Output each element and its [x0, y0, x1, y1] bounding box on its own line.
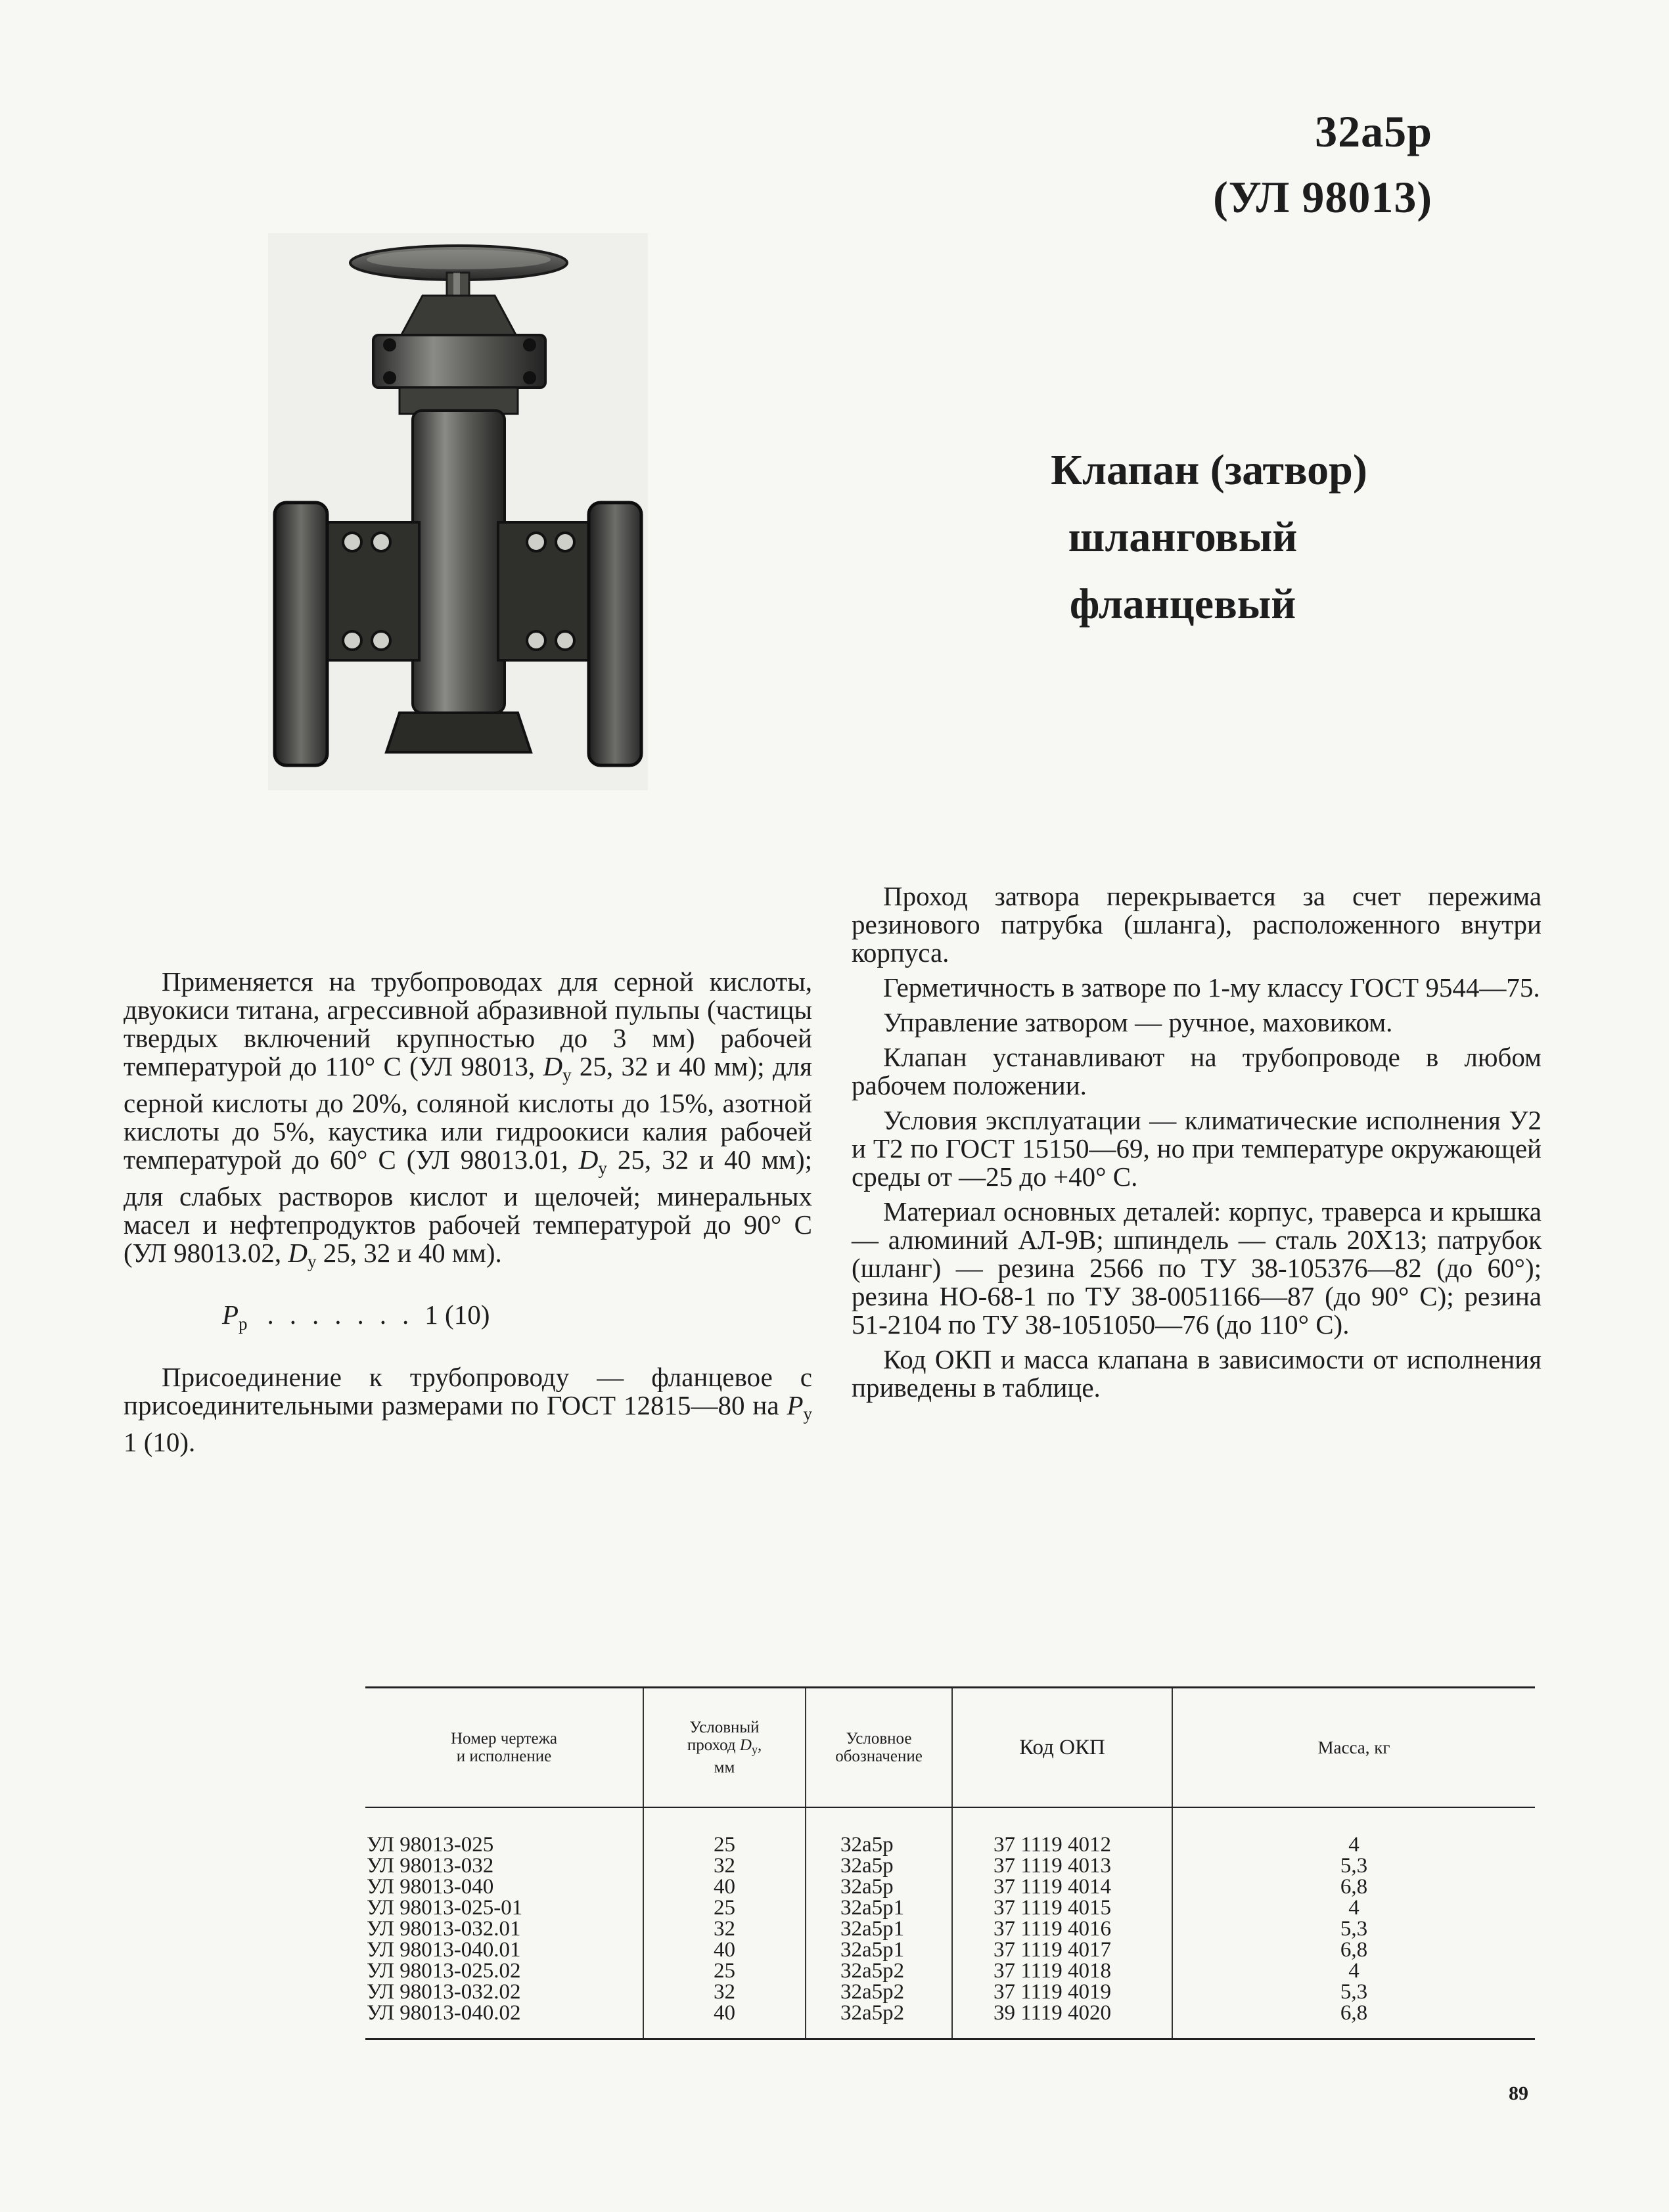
header-nominal-bore-comma: ,	[757, 1736, 762, 1754]
gate-valve-icon	[268, 233, 648, 790]
application-text-1: Применяется на трубопроводах для серной кислоты, двуокиси титана, агрессивной абразивной пульпы (частицы твердых включений крупностью до 3 мм) рабочей температурой до 110° С (УЛ 98013,	[124, 966, 812, 1081]
table-row	[365, 1918, 1535, 1939]
dn-subscript: у	[307, 1252, 317, 1271]
table-row	[365, 1876, 1535, 1897]
connection-text-2: 1 (10).	[124, 1427, 196, 1457]
product-title	[933, 437, 1432, 638]
cell-drawing-number: УЛ 98013-025-01	[367, 1896, 523, 1920]
header-nominal-bore-l1: Условный	[689, 1719, 760, 1736]
cell-nominal-bore: 25	[643, 1960, 806, 1981]
header-okp-code: Код ОКП	[952, 1688, 1172, 1808]
paragraph-okp-note: Код ОКП и масса клапана в зависимости от исполнения приведены в таблице.	[852, 1344, 1542, 1403]
header-mass: Масса, кг	[1172, 1688, 1535, 1808]
cell-okp-code: 37 1119 4016	[952, 1918, 1172, 1939]
header-designation	[806, 1688, 952, 1808]
cell-drawing-number: УЛ 98013-032.02	[367, 1980, 521, 2004]
header-nominal-bore-unit: мм	[714, 1759, 735, 1776]
cell-mass: 4	[1172, 1807, 1535, 1855]
cell-mass: 5,3	[1172, 1855, 1535, 1876]
cell-designation: 32а5р1	[806, 1897, 952, 1918]
cell-nominal-bore: 32	[643, 1918, 806, 1939]
cell-nominal-bore: 25	[643, 1807, 806, 1855]
cell-mass: 5,3	[1172, 1981, 1535, 2002]
pressure-symbol: P	[222, 1299, 239, 1330]
header-designation-l2: обозначение	[835, 1748, 923, 1765]
table-row	[365, 1855, 1535, 1876]
cell-mass: 6,8	[1172, 1876, 1535, 1897]
cell-drawing-number: УЛ 98013-040.02	[365, 2002, 643, 2039]
paragraph-installation: Клапан устанавливают на трубопроводе в любом рабочем положении.	[852, 1042, 1542, 1100]
paragraph-application	[124, 968, 812, 1276]
paragraph-connection	[124, 1363, 812, 1456]
header-drawing-number-l2: и исполнение	[456, 1748, 552, 1765]
cell-okp-code: 37 1119 4018	[952, 1960, 1172, 1981]
dn-symbol: D	[288, 1238, 308, 1268]
table-row	[365, 1981, 1535, 2002]
cell-okp-code: 39 1119 4020	[952, 2002, 1172, 2039]
cell-nominal-bore: 32	[643, 1981, 806, 2002]
cell-nominal-bore: 40	[643, 2002, 806, 2039]
connection-text-1: Присоединение к трубопроводу — фланцевое с присоединительными размерами по ГОСТ 12815—80 на	[124, 1362, 812, 1420]
cell-drawing-number: УЛ 98013-040.01	[367, 1938, 521, 1962]
application-text-4: 25, 32 и 40 мм).	[316, 1238, 502, 1268]
dn-symbol: D	[578, 1144, 599, 1175]
cell-okp-code: 37 1119 4012	[952, 1807, 1172, 1855]
title-line-2: шланговый	[1068, 513, 1298, 561]
product-code-block	[1117, 99, 1432, 230]
nominal-pressure-subscript: у	[803, 1404, 812, 1424]
description-column-right	[852, 882, 1542, 1409]
cell-drawing-number: УЛ 98013-032.01	[367, 1917, 521, 1941]
cell-okp-code: 37 1119 4013	[952, 1855, 1172, 1876]
cell-designation: 32а5р	[806, 1855, 952, 1876]
gate-valve-photo	[268, 233, 648, 790]
cell-designation: 32а5р2	[806, 2002, 952, 2039]
cell-mass: 4	[1172, 1960, 1535, 1981]
cell-designation: 32а5р	[806, 1807, 952, 1855]
title-line-1: Клапан (затвор)	[1051, 446, 1367, 494]
cell-okp-code: 37 1119 4017	[952, 1939, 1172, 1960]
title-line-3: фланцевый	[1069, 580, 1296, 628]
cell-nominal-bore: 40	[643, 1876, 806, 1897]
dn-subscript: у	[598, 1158, 607, 1178]
paragraph-tightness: Герметичность в затворе по 1-му классу ГОСТ 9544—75.	[883, 972, 1540, 1003]
cell-designation: 32а5р	[806, 1876, 952, 1897]
page-number: 89	[1509, 2083, 1528, 2104]
cell-designation: 32а5р1	[806, 1918, 952, 1939]
pressure-line	[124, 1301, 812, 1338]
description-column-left	[124, 968, 812, 1456]
cell-mass: 6,8	[1172, 2002, 1535, 2039]
table-row	[365, 2002, 1535, 2039]
cell-designation: 32а5р2	[806, 1960, 952, 1981]
header-drawing-number	[365, 1688, 643, 1808]
header-designation-l1: Условное	[846, 1730, 912, 1748]
pressure-value: 1 (10)	[424, 1299, 490, 1330]
cell-drawing-number: УЛ 98013-025.02	[367, 1959, 521, 1983]
nominal-pressure-symbol: P	[787, 1390, 804, 1420]
application-text-3: 25, 32 и 40 мм); для слабых растворов кислот и щелочей; минеральных масел и нефтепродуктов рабочей температурой до 90° С (УЛ 98013.02,	[124, 1144, 812, 1268]
header-nominal-bore-l2: проход	[687, 1736, 740, 1754]
table-row	[365, 1807, 1535, 1855]
cell-designation: 32а5р1	[806, 1939, 952, 1960]
table-header-row	[365, 1688, 1535, 1808]
cell-drawing-number: УЛ 98013-040	[367, 1875, 494, 1899]
cell-drawing-number: УЛ 98013-025	[367, 1833, 494, 1857]
cell-mass: 6,8	[1172, 1939, 1535, 1960]
product-code: 32а5р	[1315, 106, 1432, 156]
cell-okp-code: 37 1119 4014	[952, 1876, 1172, 1897]
cell-mass: 5,3	[1172, 1918, 1535, 1939]
specification-table	[365, 1686, 1535, 2040]
cell-mass: 4	[1172, 1897, 1535, 1918]
cell-nominal-bore: 25	[643, 1897, 806, 1918]
header-nominal-bore	[643, 1688, 806, 1808]
dn-subscript: у	[562, 1065, 572, 1085]
header-drawing-number-l1: Номер чертежа	[451, 1730, 557, 1748]
cell-okp-code: 37 1119 4015	[952, 1897, 1172, 1918]
paragraph-passage: Проход затвора перекрывается за счет пережима резинового патрубка (шланга), расположенного внутри корпуса.	[852, 881, 1542, 968]
pressure-leader-dots: .......	[267, 1299, 425, 1330]
cell-nominal-bore: 40	[643, 1939, 806, 1960]
application-text-2: 25, 32 и 40 мм); для серной кислоты до 20%, соляной кислоты до 15%, азотной кислоты до 5%, каустика или гидроокиси калия рабочей температурой до 60° С (УЛ 98013.01,	[124, 1051, 812, 1175]
paragraph-materials: Материал основных деталей: корпус, траверса и крышка — алюминий АЛ-9В; шпиндель — сталь 20Х13; патрубок (шланг) — резина 2566 по ТУ 38-105376—82 (до 60°); резина НО-68-1 по ТУ 38-0051166—87 (до 90° С); резина 51-2104 по ТУ 38-1051050—76 (до 110° С).	[852, 1196, 1542, 1340]
paragraph-operating-conditions: Условия эксплуатации — климатические исполнения У2 и Т2 по ГОСТ 15150—69, но при температуре окружающей среды от —25 до +40° С.	[852, 1105, 1542, 1192]
table-row	[365, 1897, 1535, 1918]
header-dn-subscript: у	[751, 1743, 758, 1756]
drawing-reference: (УЛ 98013)	[1213, 172, 1432, 222]
cell-drawing-number: УЛ 98013-032	[367, 1854, 494, 1878]
header-dn-symbol: D	[739, 1736, 752, 1754]
cell-okp-code: 37 1119 4019	[952, 1981, 1172, 2002]
cell-nominal-bore: 32	[643, 1855, 806, 1876]
paragraph-control: Управление затвором — ручное, маховиком.	[883, 1007, 1393, 1037]
dn-symbol: D	[543, 1051, 563, 1081]
pressure-subscript: р	[239, 1314, 248, 1334]
table-row	[365, 1939, 1535, 1960]
table-row	[365, 1960, 1535, 1981]
cell-designation: 32а5р2	[806, 1981, 952, 2002]
